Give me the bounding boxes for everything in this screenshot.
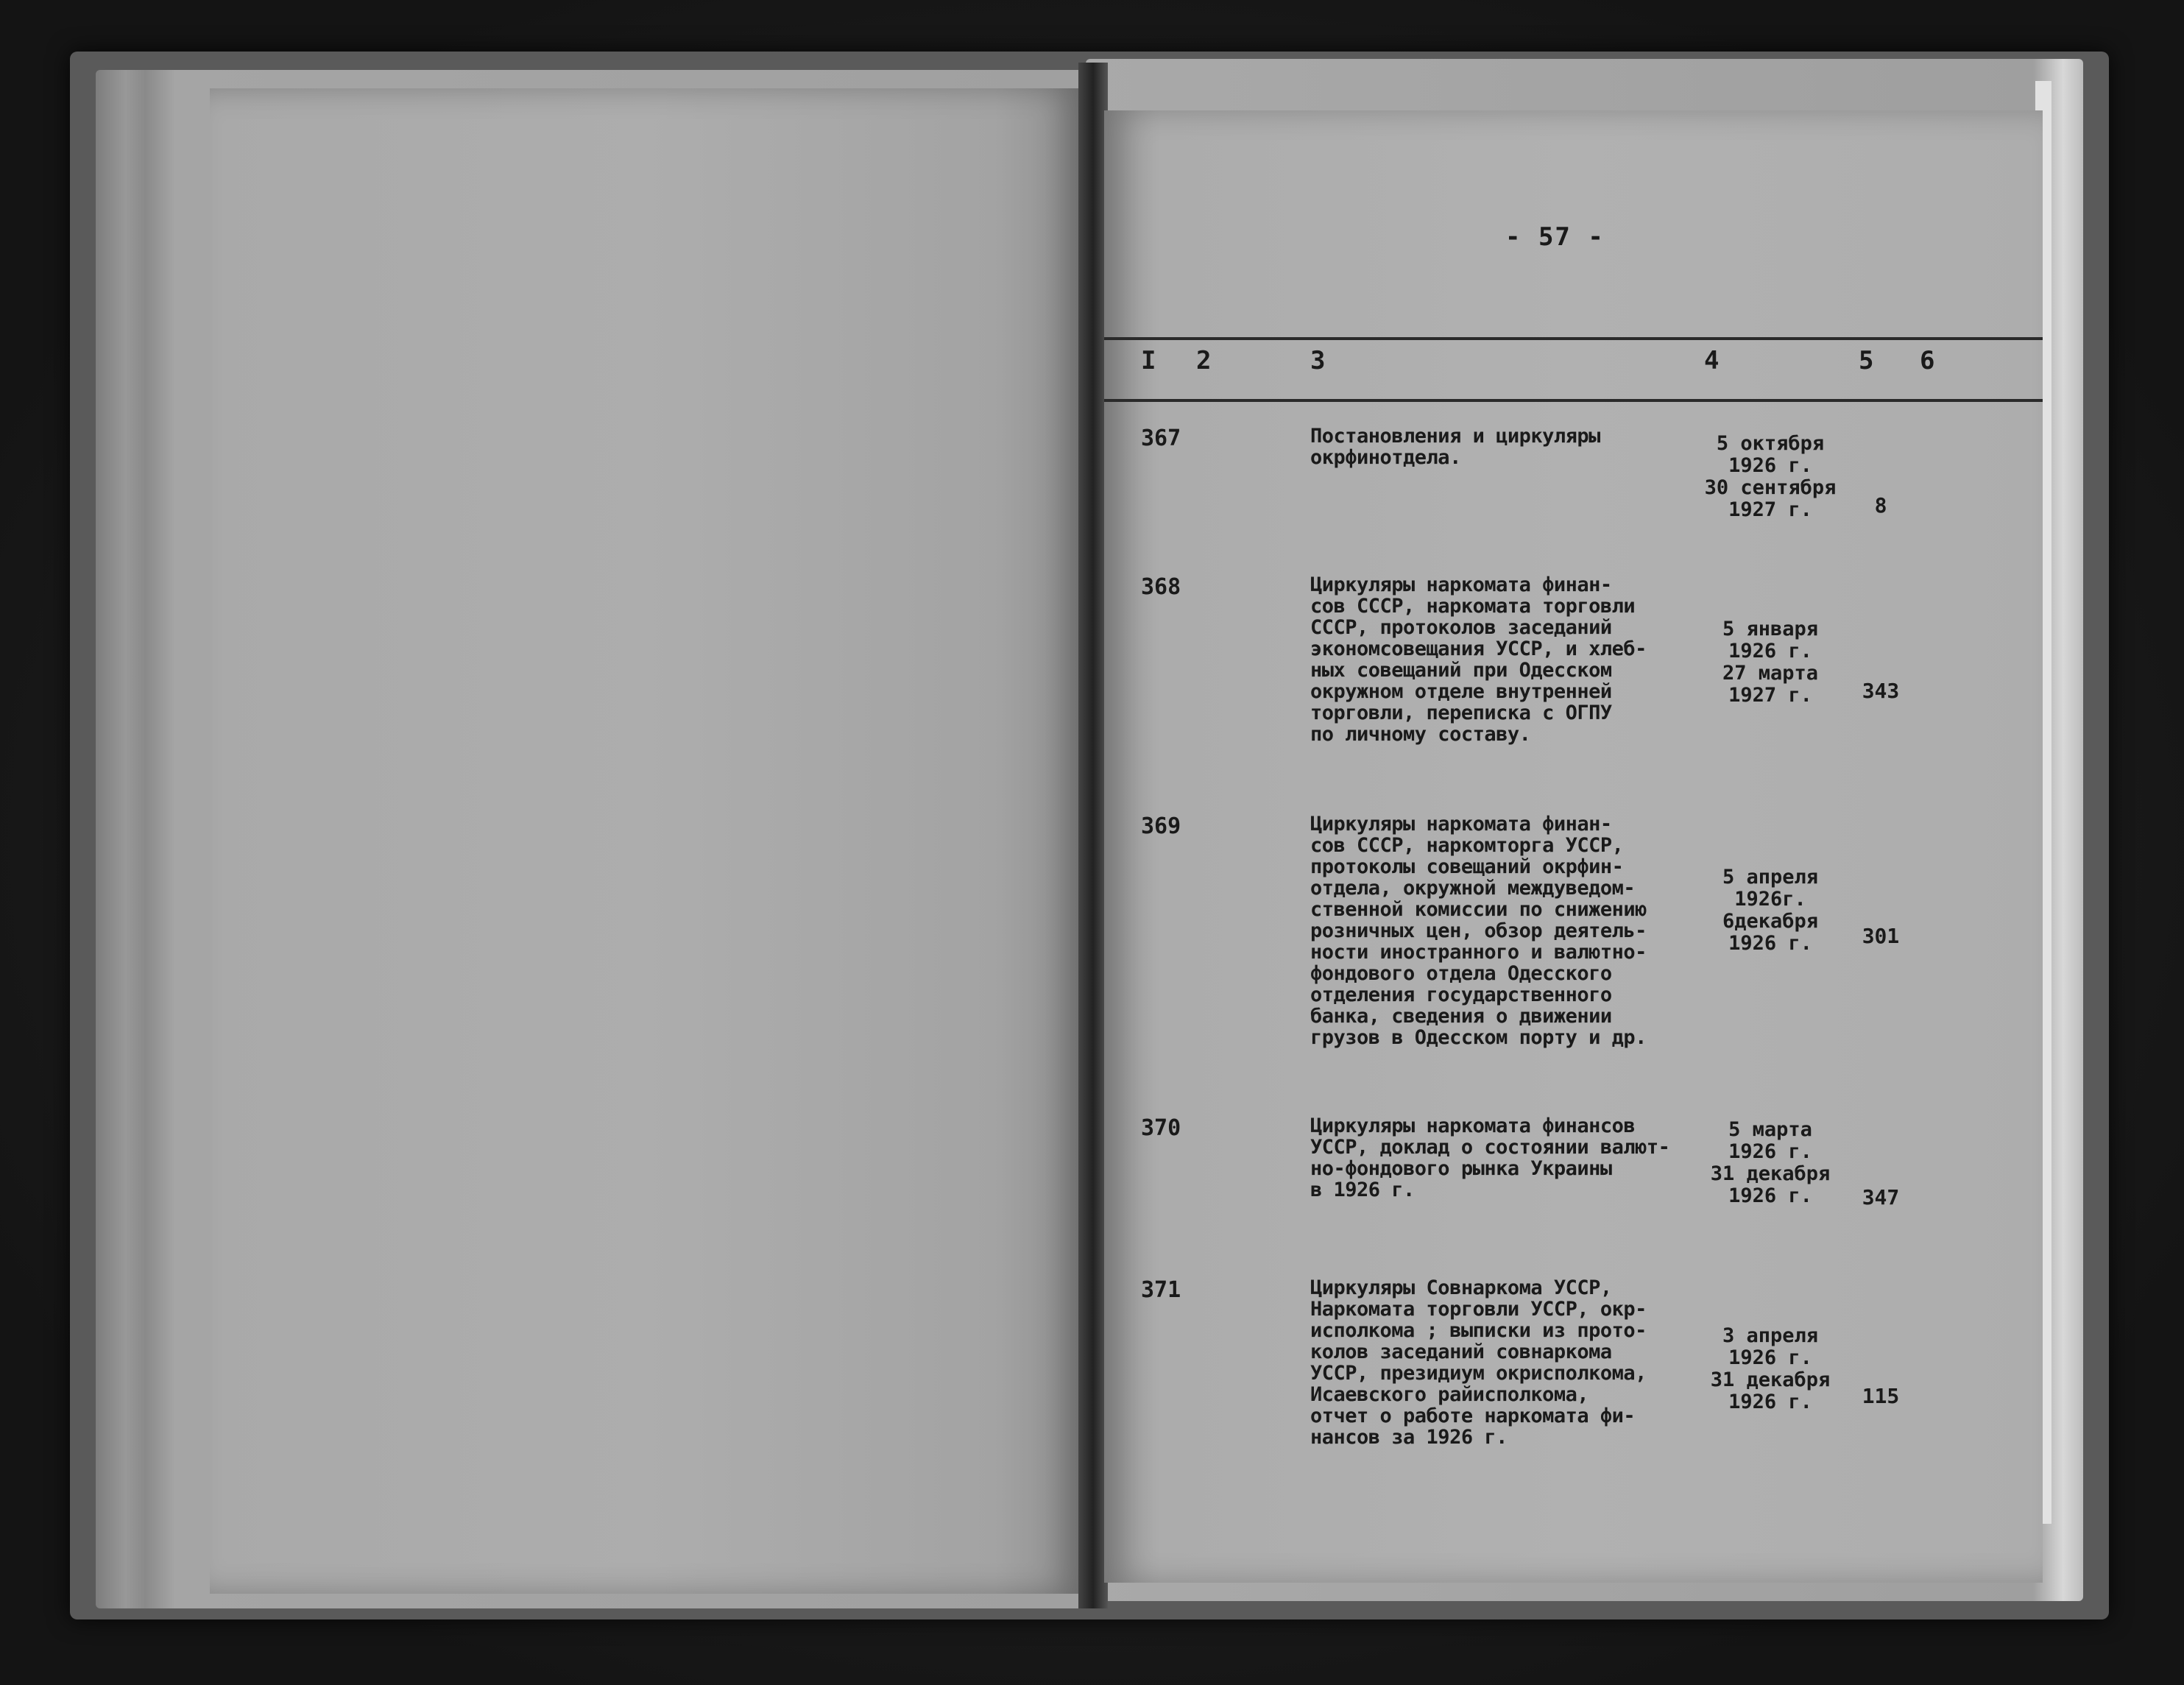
row-dates: 5 марта 1926 г. 31 декабря 1926 г. — [1710, 1118, 1831, 1207]
book-gutter — [1078, 63, 1108, 1608]
row-dates: 5 апреля 1926г. 6декабря 1926 г. — [1722, 866, 1819, 955]
row-dates: 5 октября 1926 г. 30 сентября 1927 г. — [1704, 432, 1837, 521]
row-dates: 5 января 1926 г. 27 марта 1927 г. — [1722, 618, 1819, 707]
left-page-blank — [210, 88, 1082, 1594]
row-title: Циркуляры Совнаркома УССР, Наркомата торговли УССР, окр- исполкома ; выписки из прото- колов заседаний совнаркома УССР, президиум окрисполкома, Исаевского райисполкома, отчет о работе наркомата фи- нансов за 1926 г. — [1310, 1276, 1647, 1449]
row-title: Циркуляры наркомата финан- сов СССР, наркомторга УССР, протоколы совещаний окрфин- отдела, окружной междуведом- ственной комиссии по снижению розничных цен, обзор деятель- ности иностранного и валютно- фондового отдела Одесского отделения государственного банка, сведения о движении грузов в Одесском порту и др. — [1310, 813, 1647, 1049]
row-sheet-count: 8 — [1874, 493, 1887, 517]
row-number: 369 — [1141, 813, 1181, 839]
table-header-top-rule — [1104, 337, 2043, 340]
row-sheet-count: 301 — [1862, 924, 1900, 948]
row-sheet-count: 115 — [1862, 1384, 1900, 1408]
row-number: 370 — [1141, 1115, 1181, 1141]
column-header-6: 6 — [1920, 346, 1935, 375]
page-number: - 57 - — [1505, 222, 1605, 252]
row-title: Постановления и циркуляры окрфинотдела. — [1310, 425, 1600, 469]
column-header-1: I — [1141, 346, 1156, 375]
column-header-3: 3 — [1310, 346, 1326, 375]
row-sheet-count: 347 — [1862, 1185, 1900, 1209]
row-title: Циркуляры наркомата финансов УССР, доклад о состоянии валют- но-фондового рынка Украины в 1926 г. — [1310, 1114, 1670, 1201]
column-header-2: 2 — [1196, 346, 1212, 375]
row-number: 367 — [1141, 425, 1181, 451]
column-header-4: 4 — [1704, 346, 1720, 375]
row-number: 371 — [1141, 1277, 1181, 1303]
table-header-bottom-rule — [1104, 399, 2043, 402]
row-dates: 3 апреля 1926 г. 31 декабря 1926 г. — [1710, 1324, 1831, 1413]
right-page — [1104, 110, 2043, 1583]
row-sheet-count: 343 — [1862, 679, 1900, 703]
row-number: 368 — [1141, 574, 1181, 600]
row-title: Циркуляры наркомата финан- сов СССР, наркомата торговли СССР, протоколов заседаний экономсовещания УССР, и хлеб- ных совещаний при Одесском окружном отделе внутренней торговли, переписка с ОГПУ по личному составу. — [1310, 573, 1647, 746]
column-header-5: 5 — [1859, 346, 1874, 375]
